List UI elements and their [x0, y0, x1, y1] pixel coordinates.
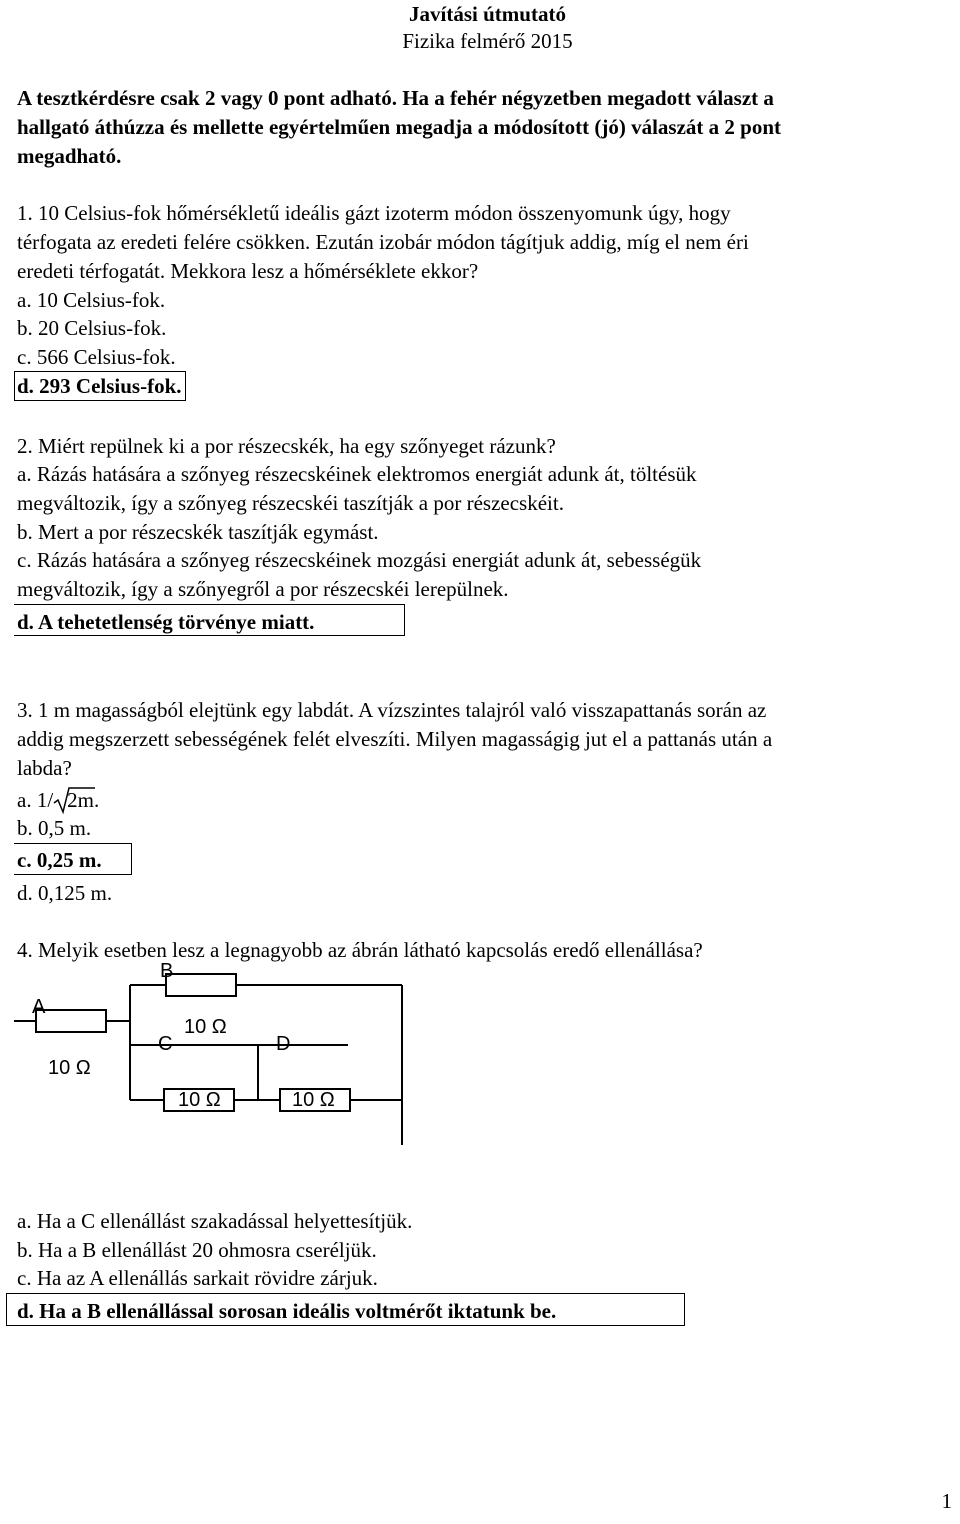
q3-option-d: d. 0,125 m.	[17, 881, 113, 905]
q1-correct-answer: d. 293 Celsius-fok.	[14, 371, 186, 401]
label-a: A	[32, 996, 46, 1018]
sqrt-symbol	[53, 786, 78, 814]
q2-correct-answer: d. A tehetetlenség törvénye miatt.	[17, 610, 315, 634]
label-d: D	[276, 1033, 291, 1055]
q2-option-b: b. Mert a por részecskék taszítják egymást.	[17, 520, 379, 544]
q3-option-b: b. 0,5 m.	[17, 816, 92, 840]
q4-correct-answer: d. Ha a B ellenállással sorosan ideális voltmérőt iktatunk be.	[17, 1299, 557, 1323]
q1-option-b: b. 20 Celsius-fok.	[17, 316, 167, 340]
q4-option-b: b. Ha a B ellenállást 20 ohmosra cseréljük.	[17, 1238, 377, 1262]
q2-option-a-cont: megváltozik, így a szőnyeg részecskéi taszítják a por részecskéit.	[17, 491, 564, 515]
q2-option-c: c. Rázás hatására a szőnyeg részecskéinek mozgási energiát adunk át, sebességük	[17, 548, 702, 572]
instructions-line: megadható.	[17, 144, 122, 168]
value-c: 10 Ω	[178, 1089, 221, 1111]
q1-option-a: a. 10 Celsius-fok.	[17, 288, 166, 312]
q2-option-c-cont: megváltozik, így a szőnyegről a por részecskéi lerepülnek.	[17, 577, 509, 601]
resistor-a	[36, 1010, 106, 1032]
sqrt-radicand: 2	[67, 788, 78, 812]
q4-text: 4. Melyik esetben lesz a legnagyobb az ábrán látható kapcsolás eredő ellenállása?	[17, 938, 703, 962]
answer-box	[14, 604, 405, 636]
q3-option-a	[17, 786, 99, 814]
q1-text: térfogata az eredeti felére csökken. Ezután izobár módon tágítjuk addig, míg el nem éri	[17, 230, 749, 254]
q3-text: addig megszerzett sebességének felét elveszíti. Milyen magasságig jut el a pattanás után a	[17, 727, 773, 751]
resistor-b	[166, 974, 236, 996]
q1-text: 1. 10 Celsius-fok hőmérsékletű ideális gázt izoterm módon összenyomunk úgy, hogy	[17, 201, 731, 225]
q3-correct-answer: c. 0,25 m.	[17, 848, 102, 872]
answer-box	[6, 1293, 685, 1326]
answer-box	[14, 843, 132, 875]
q3-text: labda?	[17, 756, 72, 780]
value-b: 10 Ω	[184, 1016, 227, 1038]
q4-option-a: a. Ha a C ellenállást szakadással helyettesítjük.	[17, 1209, 413, 1233]
q3-option-a-prefix: a. 1/	[17, 788, 54, 812]
q4-option-c: c. Ha az A ellenállás sarkait rövidre zárjuk.	[17, 1266, 378, 1290]
q1-text: eredeti térfogatát. Mekkora lesz a hőmérséklete ekkor?	[17, 259, 479, 283]
value-a: 10 Ω	[48, 1057, 91, 1079]
page-title: Javítási útmutató	[409, 2, 566, 26]
value-d: 10 Ω	[292, 1089, 335, 1111]
q2-option-a: a. Rázás hatására a szőnyeg részecskéinek elektromos energiát adunk át, töltésük	[17, 462, 697, 486]
page-number: 1	[941, 1489, 952, 1513]
circuit-diagram	[0, 955, 440, 1155]
instructions-line: hallgató áthúzza és mellette egyértelműen megadja a módosított (jó) válaszát a 2 pont	[17, 115, 782, 139]
label-c: C	[158, 1033, 173, 1055]
instructions-line: A tesztkérdésre csak 2 vagy 0 pont adható. Ha a fehér négyzetben megadott választ a	[17, 86, 774, 110]
q2-text: 2. Miért repülnek ki a por részecskék, ha egy szőnyeget rázunk?	[17, 434, 556, 458]
q3-option-a-suffix: m.	[77, 788, 100, 812]
label-b: B	[160, 960, 174, 982]
q3-text: 3. 1 m magasságból elejtünk egy labdát. A vízszintes talajról való visszapattanás során az	[17, 698, 767, 722]
page-subtitle: Fizika felmérő 2015	[402, 29, 573, 53]
q1-option-c: c. 566 Celsius-fok.	[17, 345, 176, 369]
